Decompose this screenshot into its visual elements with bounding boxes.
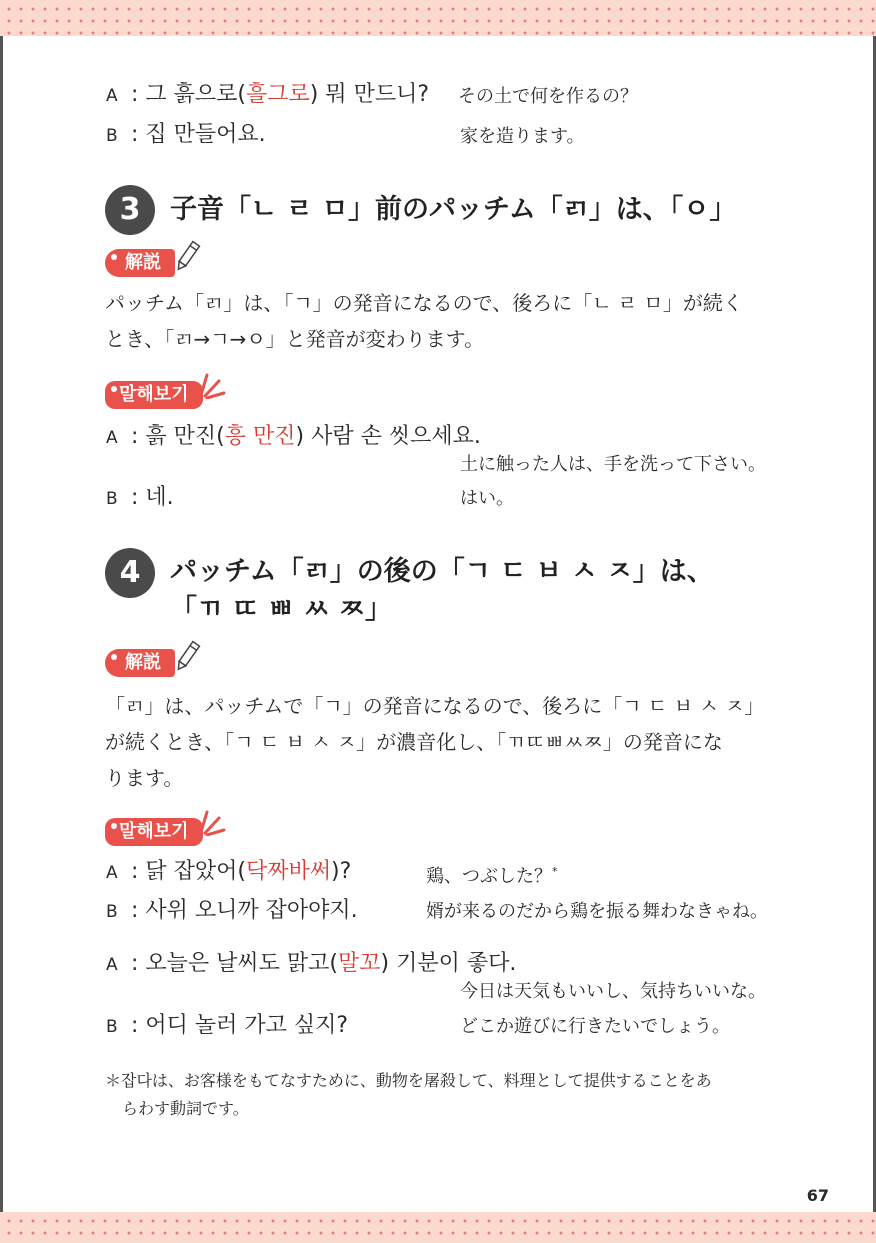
speaker-label: B	[106, 902, 118, 922]
burst-icon	[197, 806, 227, 836]
top-dotted-band	[0, 0, 876, 36]
practice-label: 말해보기	[119, 384, 189, 405]
left-border	[0, 36, 3, 1212]
footnote-line: らわす動詞です。	[122, 1099, 249, 1118]
section-3-heading: 子音「ㄴ ㄹ ㅁ」前のパッチム「ㄺ」は、「ㅇ」	[170, 194, 737, 225]
bottom-dotted-band	[0, 1212, 876, 1243]
dialog1-line-a: A : 그 흙으로(흘그로) 뭐 만드니?	[106, 80, 429, 111]
korean-text: 어디 놀러 가고 싶지?	[145, 1013, 349, 1038]
pronunciation-text: 닥짜바써	[246, 859, 332, 884]
japanese-translation: 土に触った人は、手を洗って下さい。	[460, 454, 766, 475]
japanese-translation: はい。	[460, 488, 514, 509]
burst-icon	[197, 369, 227, 399]
explanation-line: が続くとき、「ㄱ ㄷ ㅂ ㅅ ㅈ」が濃音化し、「ㄲㄸㅃㅆㅉ」の発音にな	[105, 730, 723, 754]
practice-label: 말해보기	[119, 821, 189, 842]
korean-text: 집 만들어요.	[145, 122, 266, 147]
section-4-heading-line2: 「ㄲ ㄸ ㅃ ㅆ ㅉ」	[170, 594, 393, 625]
kaisetsu-badge	[105, 649, 175, 677]
speaker-label: A	[106, 428, 118, 448]
explanation-line: 「ㄺ」は、パッチムで「ㄱ」の発音になるので、後ろに「ㄱ ㄷ ㅂ ㅅ ㅈ」	[105, 694, 765, 718]
korean-text: )?	[331, 859, 352, 884]
section-number-3: 3	[105, 185, 155, 235]
korean-text: 오늘은 날씨도 맑고(	[145, 951, 338, 976]
speaker-label: B	[106, 489, 118, 509]
japanese-text: 鶏、つぶした？	[426, 866, 552, 887]
pronunciation-text: 말꼬	[338, 951, 381, 976]
korean-text: 흙 만진(	[145, 424, 225, 449]
footnote-marker: *	[552, 865, 558, 878]
speaker-label: A	[106, 863, 118, 883]
pronunciation-text: 흘그로	[246, 82, 310, 107]
footnote-line: ＊잡다は、お客様をもてなすために、動物を屠殺して、料理として提供することをあ	[105, 1071, 712, 1090]
practice-badge	[105, 818, 203, 846]
kaisetsu-badge	[105, 249, 175, 277]
explanation-line: ります。	[105, 766, 184, 790]
japanese-translation: 家を造ります。	[460, 126, 585, 147]
pronunciation-text: 흥 만진	[224, 424, 296, 449]
section4-dialog2-line-a: A : 오늘은 날씨도 맑고(말꼬) 기분이 좋다.	[106, 949, 516, 980]
japanese-translation: 婿が来るのだから鶏を振る舞わなきゃね。	[426, 901, 768, 922]
practice-badge	[105, 381, 203, 409]
section3-line-b: B : 네.	[106, 483, 174, 514]
speaker-label: A	[106, 955, 118, 975]
dialog1-line-b: B : 집 만들어요.	[106, 120, 266, 151]
page-number: 67	[806, 1186, 829, 1205]
section4-dialog2-line-b: B : 어디 놀러 가고 싶지?	[106, 1011, 348, 1042]
explanation-line: とき、「ㄺ→ㄱ→ㅇ」と発音が変わります。	[105, 327, 485, 351]
japanese-translation	[426, 859, 558, 890]
korean-text: 닭 잡았어(	[145, 859, 246, 884]
japanese-translation: 今日は天気もいいし、気持ちいいな。	[460, 981, 766, 1002]
kaisetsu-label: 解説	[125, 652, 161, 673]
pencil-icon	[173, 239, 201, 275]
korean-text: 사위 오니까 잡아야지.	[145, 898, 358, 923]
korean-text: 그 흙으로(	[145, 82, 246, 107]
section3-line-a: A : 흙 만진(흥 만진) 사람 손 씻으세요.	[106, 422, 481, 453]
pencil-icon	[173, 639, 201, 675]
korean-text: ) 사람 손 씻으세요.	[295, 424, 481, 449]
section-number-4: 4	[105, 548, 155, 598]
korean-text: 네.	[145, 485, 174, 510]
japanese-translation: その土で何を作るの？	[458, 86, 638, 107]
speaker-label: B	[106, 1017, 118, 1037]
section4-dialog1-line-b: B : 사위 오니까 잡아야지.	[106, 896, 358, 927]
korean-text: ) 기분이 좋다.	[380, 951, 517, 976]
explanation-line: パッチム「ㄺ」は、「ㄱ」の発音になるので、後ろに「ㄴ ㄹ ㅁ」が続く	[105, 291, 743, 315]
section4-dialog1-line-a: A : 닭 잡았어(닥짜바써)?	[106, 857, 351, 888]
kaisetsu-label: 解説	[125, 252, 161, 273]
speaker-label: B	[106, 126, 118, 146]
korean-text: ) 뭐 만드니?	[309, 82, 430, 107]
section-4-heading-line1: パッチム「ㄺ」の後の「ㄱ ㄷ ㅂ ㅅ ㅈ」は、	[170, 556, 714, 587]
japanese-translation: どこか遊びに行きたいでしょう。	[460, 1016, 730, 1037]
speaker-label: A	[106, 86, 118, 106]
